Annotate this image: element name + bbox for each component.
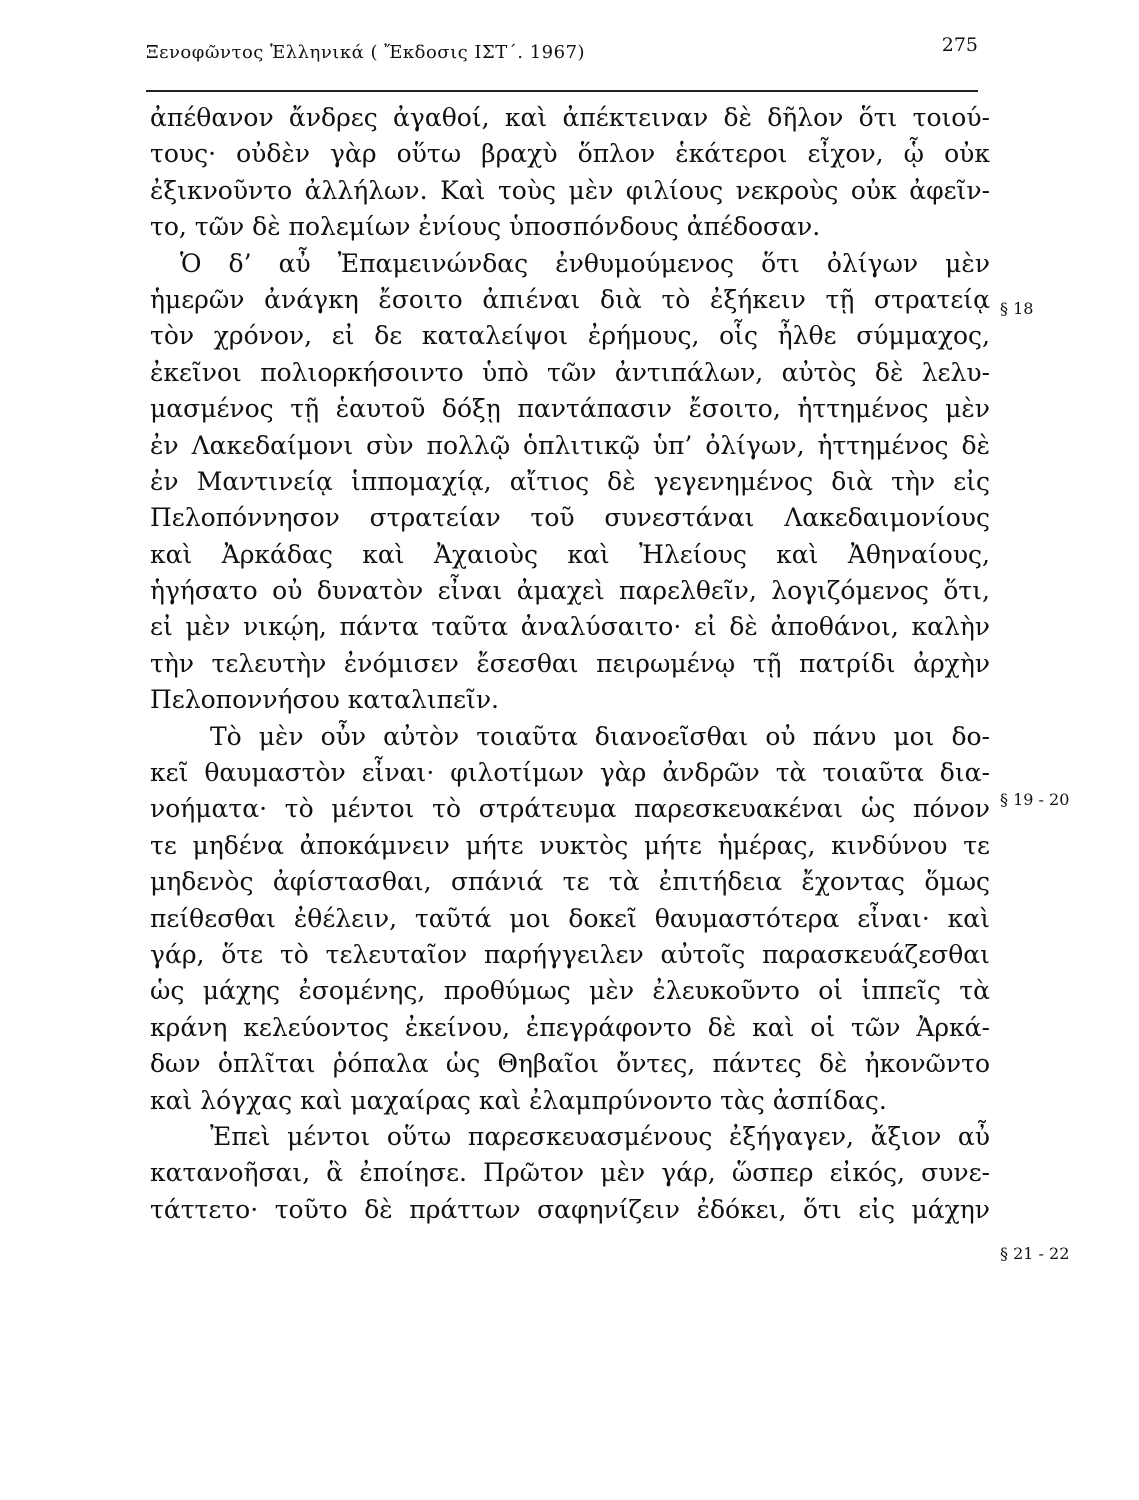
text-line: τάττετο· τοῦτο δὲ πράττων σαφηνίζειν ἐδόκει, ὅτι εἰς μάχην <box>150 1194 990 1224</box>
text-line: κατανοῆσαι, ἃ ἐποίησε. Πρῶτον μὲν γάρ, ὥσπερ εἰκός, συνε- <box>150 1158 990 1188</box>
text-line: ἐκεῖνοι πολιορκήσοιντο ὑπὸ τῶν ἀντιπάλων, αὐτὸς δὲ λελυ- <box>150 357 990 387</box>
text-line: ἐν Μαντινείᾳ ἱππομαχίᾳ, αἴτιος δὲ γεγενημένος διὰ τὴν εἰς <box>150 466 990 496</box>
text-line: ἀπέθανον ἄνδρες ἀγαθοί, καὶ ἀπέκτειναν δὲ δῆλον ὅτι τοιού- <box>150 103 990 132</box>
text-line: ἡγήσατο οὐ δυνατὸν εἶναι ἀμαχεὶ παρελθεῖν, λογιζόμενος ὅτι, <box>150 576 990 606</box>
text-line: γάρ, ὅτε τὸ τελευταῖον παρήγγειλεν αὐτοῖς παρασκευάζεσθαι <box>150 939 990 969</box>
main-text <box>150 100 990 1228</box>
text-line: καὶ λόγχας καὶ μαχαίρας καὶ ἐλαμπρύνοντο τὰς ἀσπίδας. <box>150 1085 887 1115</box>
text-line: Τὸ μὲν οὖν αὐτὸν τοιαῦτα διανοεῖσθαι οὐ πάνυ μοι δο- <box>210 721 990 751</box>
text-line: ὡς μάχης ἐσομένης, προθύμως μὲν ἐλευκοῦντο οἱ ἱππεῖς τὰ <box>150 976 990 1006</box>
text-line: καὶ Ἀρκάδας καὶ Ἀχαιοὺς καὶ Ἠλείους καὶ Ἀθηναίους, <box>150 539 990 569</box>
running-header <box>146 34 978 92</box>
text-line: Ὁ δ’ αὖ Ἐπαμεινώνδας ἐνθυμούμενος ὅτι ὀλίγων μὲν <box>180 248 990 278</box>
text-line: εἰ μὲν νικῴη, πάντα ταῦτα ἀναλύσαιτο· εἰ δὲ ἀποθάνοι, καλὴν <box>150 612 990 642</box>
section-marker-19-20: § 19 - 20 <box>1000 790 1070 809</box>
text-line: τὸν χρόνον, εἰ δε καταλείψοι ἐρήμους, οἷς ἦλθε σύμμαχος, <box>150 321 990 351</box>
page-number: 275 <box>941 34 978 56</box>
text-line: μασμένος τῇ ἑαυτοῦ δόξῃ παντάπασιν ἔσοιτο, ἡττημένος μὲν <box>150 394 990 424</box>
text-line: κεῖ θαυμαστὸν εἶναι· φιλοτίμων γὰρ ἀνδρῶν τὰ τοιαῦτα δια- <box>150 758 990 788</box>
text-line: Πελοποννήσου καταλιπεῖν. <box>150 685 499 715</box>
text-line: νοήματα· τὸ μέντοι τὸ στράτευμα παρεσκευακέναι ὡς πόνον <box>150 794 990 824</box>
text-line: ἡμερῶν ἀνάγκη ἔσοιτο ἀπιέναι διὰ τὸ ἐξήκειν τῇ στρατείᾳ <box>150 284 990 314</box>
section-marker-18: § 18 <box>1000 299 1034 318</box>
text-line: τους· οὐδὲν γὰρ οὕτω βραχὺ ὅπλον ἑκάτεροι εἶχον, ᾧ οὐκ <box>150 139 990 169</box>
text-line: τὴν τελευτὴν ἐνόμισεν ἔσεσθαι πειρωμένῳ τῇ πατρίδι ἀρχὴν <box>150 648 990 678</box>
text-line: Πελοπόννησον στρατείαν τοῦ συνεστάναι Λακεδαιμονίους <box>150 503 990 533</box>
text-line: ἐν Λακεδαίμονι σὺν πολλῷ ὁπλιτικῷ ὑπ’ ὀλίγων, ἡττημένος δὲ <box>150 430 990 460</box>
text-line: ἐξικνοῦντο ἀλλήλων. Καὶ τοὺς μὲν φιλίους νεκροὺς οὐκ ἀφεῖν- <box>150 175 990 205</box>
text-line: Ἐπεὶ μέντοι οὕτω παρεσκευασμένους ἐξήγαγεν, ἄξιον αὖ <box>210 1121 990 1151</box>
text-line: δων ὁπλῖται ῥόπαλα ὡς Θηβαῖοι ὄντες, πάντες δὲ ἠκονῶντο <box>150 1049 990 1079</box>
text-line: κράνη κελεύοντος ἐκείνου, ἐπεγράφοντο δὲ καὶ οἱ τῶν Ἀρκά- <box>150 1012 990 1042</box>
text-line: πείθεσθαι ἐθέλειν, ταῦτά μοι δοκεῖ θαυμαστότερα εἶναι· καὶ <box>150 903 990 933</box>
text-line: τε μηδένα ἀποκάμνειν μήτε νυκτὸς μήτε ἡμέρας, κινδύνου τε <box>150 830 990 860</box>
running-title: Ξενοφῶντος Ἑλληνικά ( Ἔκδοσις ΙΣΤ΄. 1967) <box>146 42 586 63</box>
section-marker-21-22: § 21 - 22 <box>1000 1244 1070 1263</box>
text-line: μηδενὸς ἀφίστασθαι, σπάνιά τε τὰ ἐπιτήδεια ἔχοντας ὅμως <box>150 867 990 897</box>
text-line: το, τῶν δὲ πολεμίων ἐνίους ὑποσπόνδους ἀπέδοσαν. <box>150 212 821 242</box>
